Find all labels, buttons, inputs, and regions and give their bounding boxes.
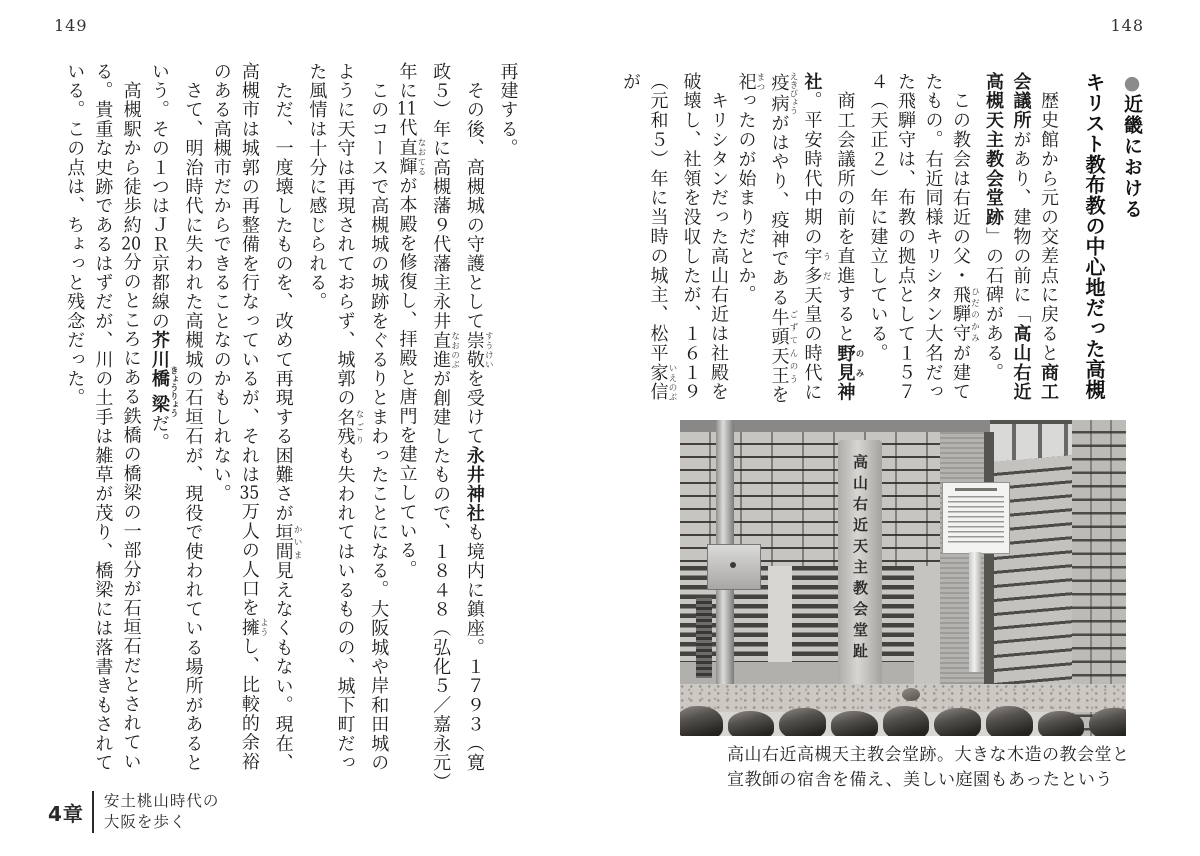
text-column: さて、明治時代に失われた高槻城の石垣石が、現役で使われている場所があると xyxy=(182,62,204,773)
text-column: 疫病えきびょうがはやり、疫神である牛頭天王ごずてんのうを xyxy=(768,72,798,405)
section-heading-line2: キリスト教布教の中心地だった高槻 xyxy=(1082,72,1106,400)
sign-title-line xyxy=(955,488,997,491)
monument-photo xyxy=(680,420,1126,736)
text-column: ４（天正２）年に建立している。 xyxy=(867,72,889,363)
photo-caption-line2: 宣教師の宿舎を備え、美しい庭園もあったという xyxy=(727,770,1113,790)
chapter-title-line2: 大阪を歩く xyxy=(103,813,187,831)
text-column: （元和５）年に当時の城主、松平家信いえのぶが xyxy=(620,72,677,402)
text-column: 高槻天主教会堂跡」の石碑がある。 xyxy=(983,72,1004,383)
text-column: 社。平安時代中期の宇多うだ天皇の時代に xyxy=(801,72,831,402)
page-148-text-block xyxy=(617,72,1151,414)
text-column: たもの。右近同様キリシタン大名だっ xyxy=(922,72,944,402)
text-column: この教会は右近の父・飛騨守ひだのかみが建て xyxy=(950,72,980,402)
photo-caption xyxy=(727,743,1130,793)
corner-shadow xyxy=(984,432,994,684)
footer-divider xyxy=(92,791,94,833)
text-column: のある高槻市だからできることなのかもしれない。 xyxy=(210,62,232,504)
chapter-title-line1: 安土桃山時代の xyxy=(103,792,220,810)
text-column: 年に11代直輝なおてるが本殿を修復し、拝殿と唐門を建立している。 xyxy=(396,62,426,580)
page-149-text-block xyxy=(60,62,522,804)
text-column: 歴史館から元の交差点に戻ると商工 xyxy=(1038,72,1059,402)
section-heading-line1 xyxy=(1114,72,1150,414)
information-sign-board xyxy=(942,482,1010,554)
photo-window xyxy=(990,420,1072,460)
text-column: ように天守は再現されておらず、城郭の名残なごりも失われてはいるものの、城下町だっ xyxy=(334,62,365,773)
small-dark-post xyxy=(696,598,712,678)
chapter-number: 4章 xyxy=(48,801,84,826)
text-column: このコースで高槻城の城跡をぐるりとまわったことになる。大阪城や岸和田城の xyxy=(368,62,390,773)
utility-pole-dot xyxy=(730,562,736,568)
text-column: いう。その１つはＪＲ京都線の芥川橋梁きょうりょうだ。 xyxy=(148,62,179,453)
page-number-left: 149 xyxy=(54,16,88,35)
text-column: いる。この点は、ちょっと残念だった。 xyxy=(64,62,86,408)
photo-caption-line1: 高山右近高槻天主教会堂跡。大きな木造の教会堂と xyxy=(727,745,1130,765)
stone-border-row xyxy=(680,704,1126,736)
pebble xyxy=(902,688,920,701)
text-column: た風情は十分に感じられる。 xyxy=(306,62,328,312)
section-bullet-icon: ● xyxy=(1121,72,1143,94)
section-heading-line1-text: 近畿における xyxy=(1121,94,1143,220)
stone-monument xyxy=(838,440,882,690)
text-column: その後、高槻城の守護として崇敬すうけいを受けて永井神社も境内に鎮座。１７９３（寛 xyxy=(463,62,494,773)
sign-pole xyxy=(969,552,981,672)
text-column: 高槻駅から徒歩約20分のところにある鉄橋の橋梁の一部分が石垣石だとされてい xyxy=(120,62,142,772)
text-column: る。貴重な史跡であるはずだが、川の土手は雑草が茂り、橋梁には落書きもされて xyxy=(92,62,114,773)
text-column: 政５）年に高槻藩９代藩主永井直進なおのぶが創建したもので、１８４８（弘化５／嘉永元） xyxy=(430,62,460,792)
text-column: 祀まつったのが始まりだとか。 xyxy=(735,72,765,305)
chapter-title xyxy=(104,791,220,833)
tile-wall xyxy=(914,566,940,684)
sign-text-lines xyxy=(948,496,1004,544)
text-column: 会議所があり、建物の前に「高山右近 xyxy=(1010,72,1032,402)
monument-inscription: 高山右近天主教会堂趾 xyxy=(851,454,869,664)
text-column: 再建する。 xyxy=(497,62,519,158)
page-number-right: 148 xyxy=(1110,16,1144,35)
text-column: ただ、一度壊したものを、改めて再現する困難さが垣間かいま見えなくもない。現在、 xyxy=(272,62,303,773)
text-column: た飛騨守は、布教の拠点として１５７ xyxy=(895,72,916,402)
text-column: 高槻市は城郭の再整備を行なっているが、それは35万人の人口を擁ようし、比較的余裕 xyxy=(238,62,269,772)
text-column: 商工会議所の前を直進すると野見のみ神 xyxy=(834,72,864,402)
chapter-footer xyxy=(48,791,219,833)
text-column: 破壊し、社領を没収したが、１６１９ xyxy=(680,72,702,402)
text-column: キリシタンだった高山右近は社殿を xyxy=(708,72,729,402)
